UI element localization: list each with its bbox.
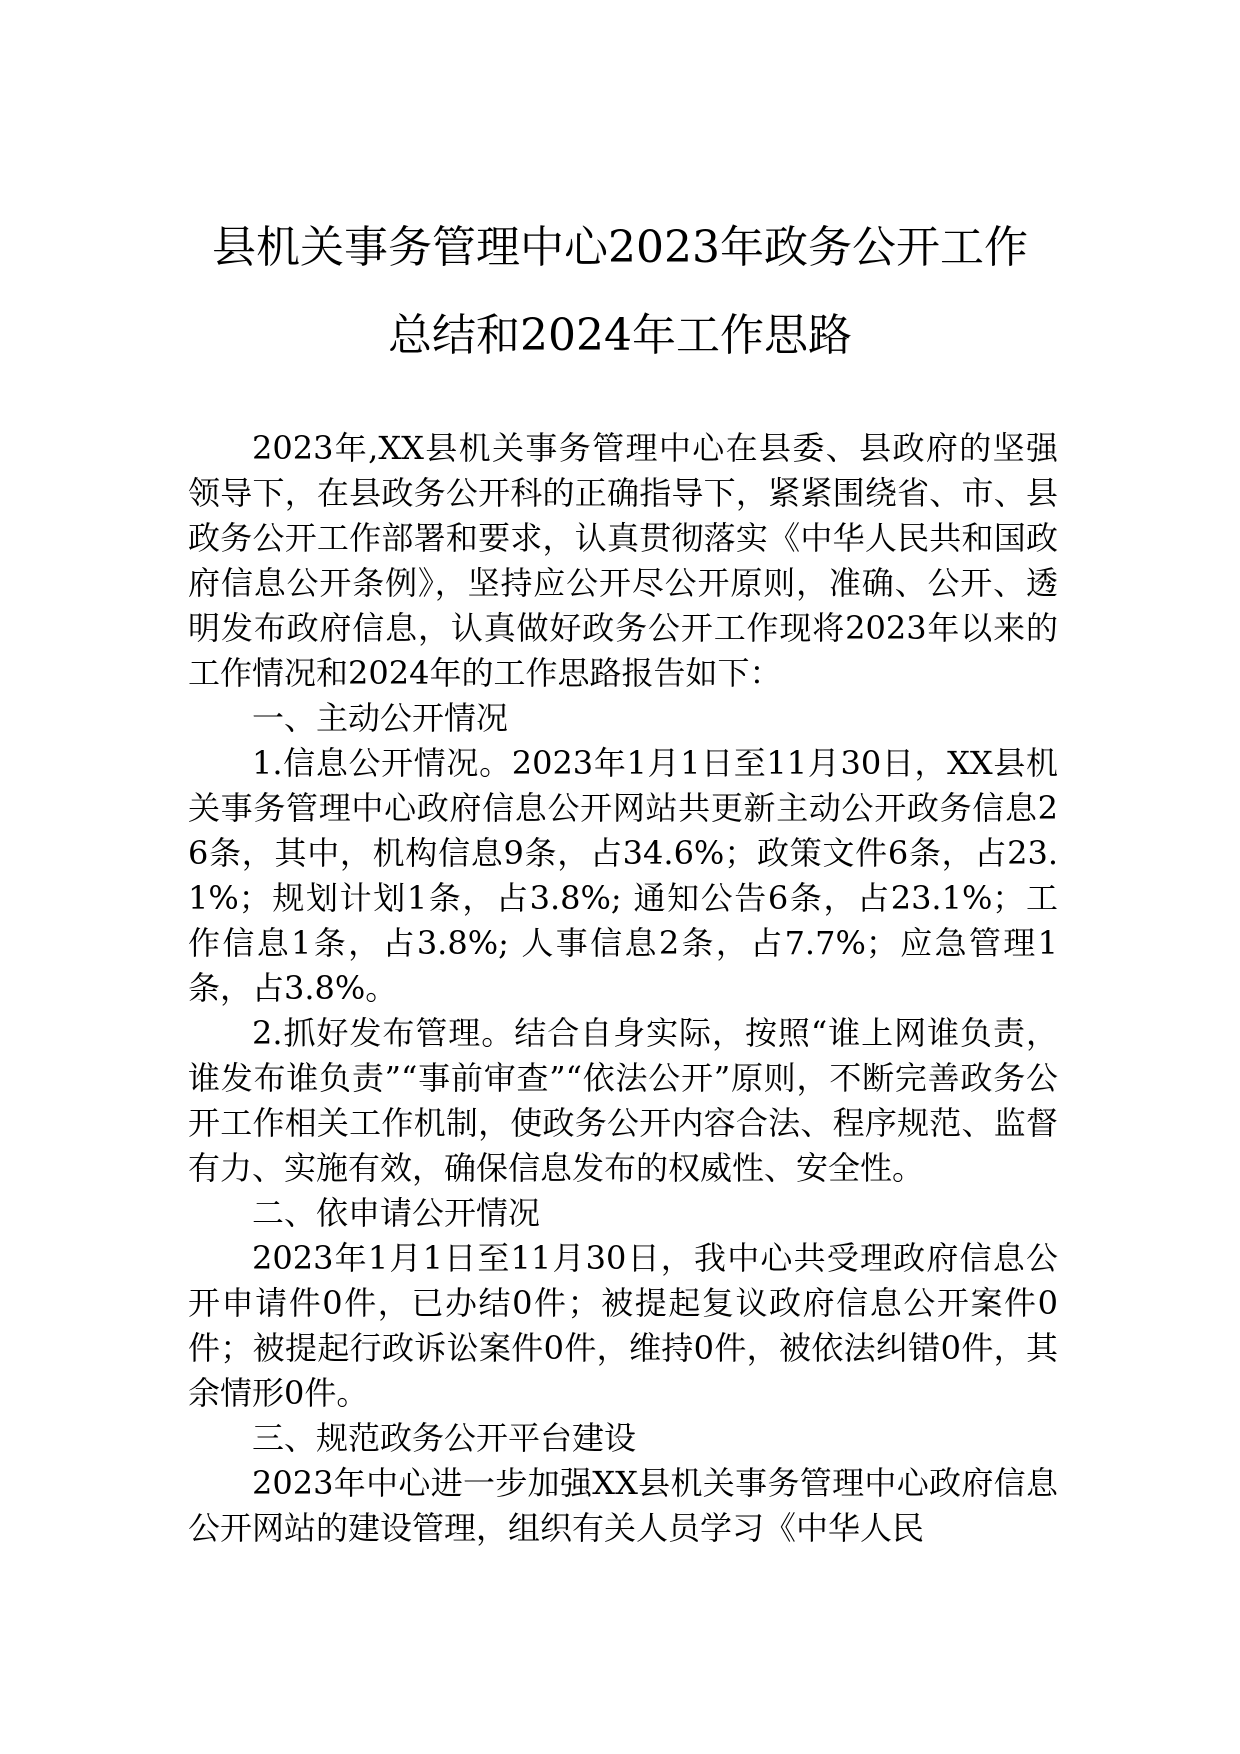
document-body — [188, 426, 1058, 1551]
section-heading-2: 二、依申请公开情况 — [252, 1194, 541, 1232]
body-paragraph: 2023年1月1日至11月30日，我中心共受理政府信息公开申请件0件，已办结0件；被提起复议政府信息公开案件0件；被提起行政诉讼案件0件，维持0件，被依法纠错0件，其余情形0件。 — [188, 1239, 1058, 1412]
section-heading-3: 三、规范政务公开平台建设 — [252, 1419, 637, 1457]
body-paragraph: 1.信息公开情况。2023年1月1日至11月30日，XX县机关事务管理中心政府信息公开网站共更新主动公开政务信息26条，其中，机构信息9条，占34.6%；政策文件6条，占23.1%；规划计划1条，占3.8%; 通知公告6条，占23.1%；工作信息1条，占3.8%; 人事信息2条，占7.7%；应急管理1条，占3.8%。 — [188, 744, 1058, 1007]
document-title-line-2: 总结和2024年工作思路 — [388, 310, 852, 361]
body-paragraph: 2023年中心进一步加强XX县机关事务管理中心政府信息公开网站的建设管理，组织有关人员学习《中华人民 — [188, 1464, 1058, 1547]
intro-paragraph: 2023年,XX县机关事务管理中心在县委、县政府的坚强领导下，在县政务公开科的正确指导下，紧紧围绕省、市、县政务公开工作部署和要求，认真贯彻落实《中华人民共和国政府信息公开条例》，坚持应公开尽公开原则，准确、公开、透明发布政府信息，认真做好政务公开工作现将2023年以来的工作情况和2024年的工作思路报告如下： — [188, 429, 1058, 692]
document-title-line-1: 县机关事务管理中心2023年政务公开工作 — [212, 222, 1028, 273]
body-paragraph: 2.抓好发布管理。结合自身实际，按照“谁上网谁负责，谁发布谁负责”“事前审查”“依法公开”原则，不断完善政务公开工作相关工作机制，使政务公开内容合法、程序规范、监督有力、实施有效，确保信息发布的权威性、安全性。 — [188, 1014, 1058, 1187]
section-heading-1: 一、主动公开情况 — [252, 699, 509, 737]
